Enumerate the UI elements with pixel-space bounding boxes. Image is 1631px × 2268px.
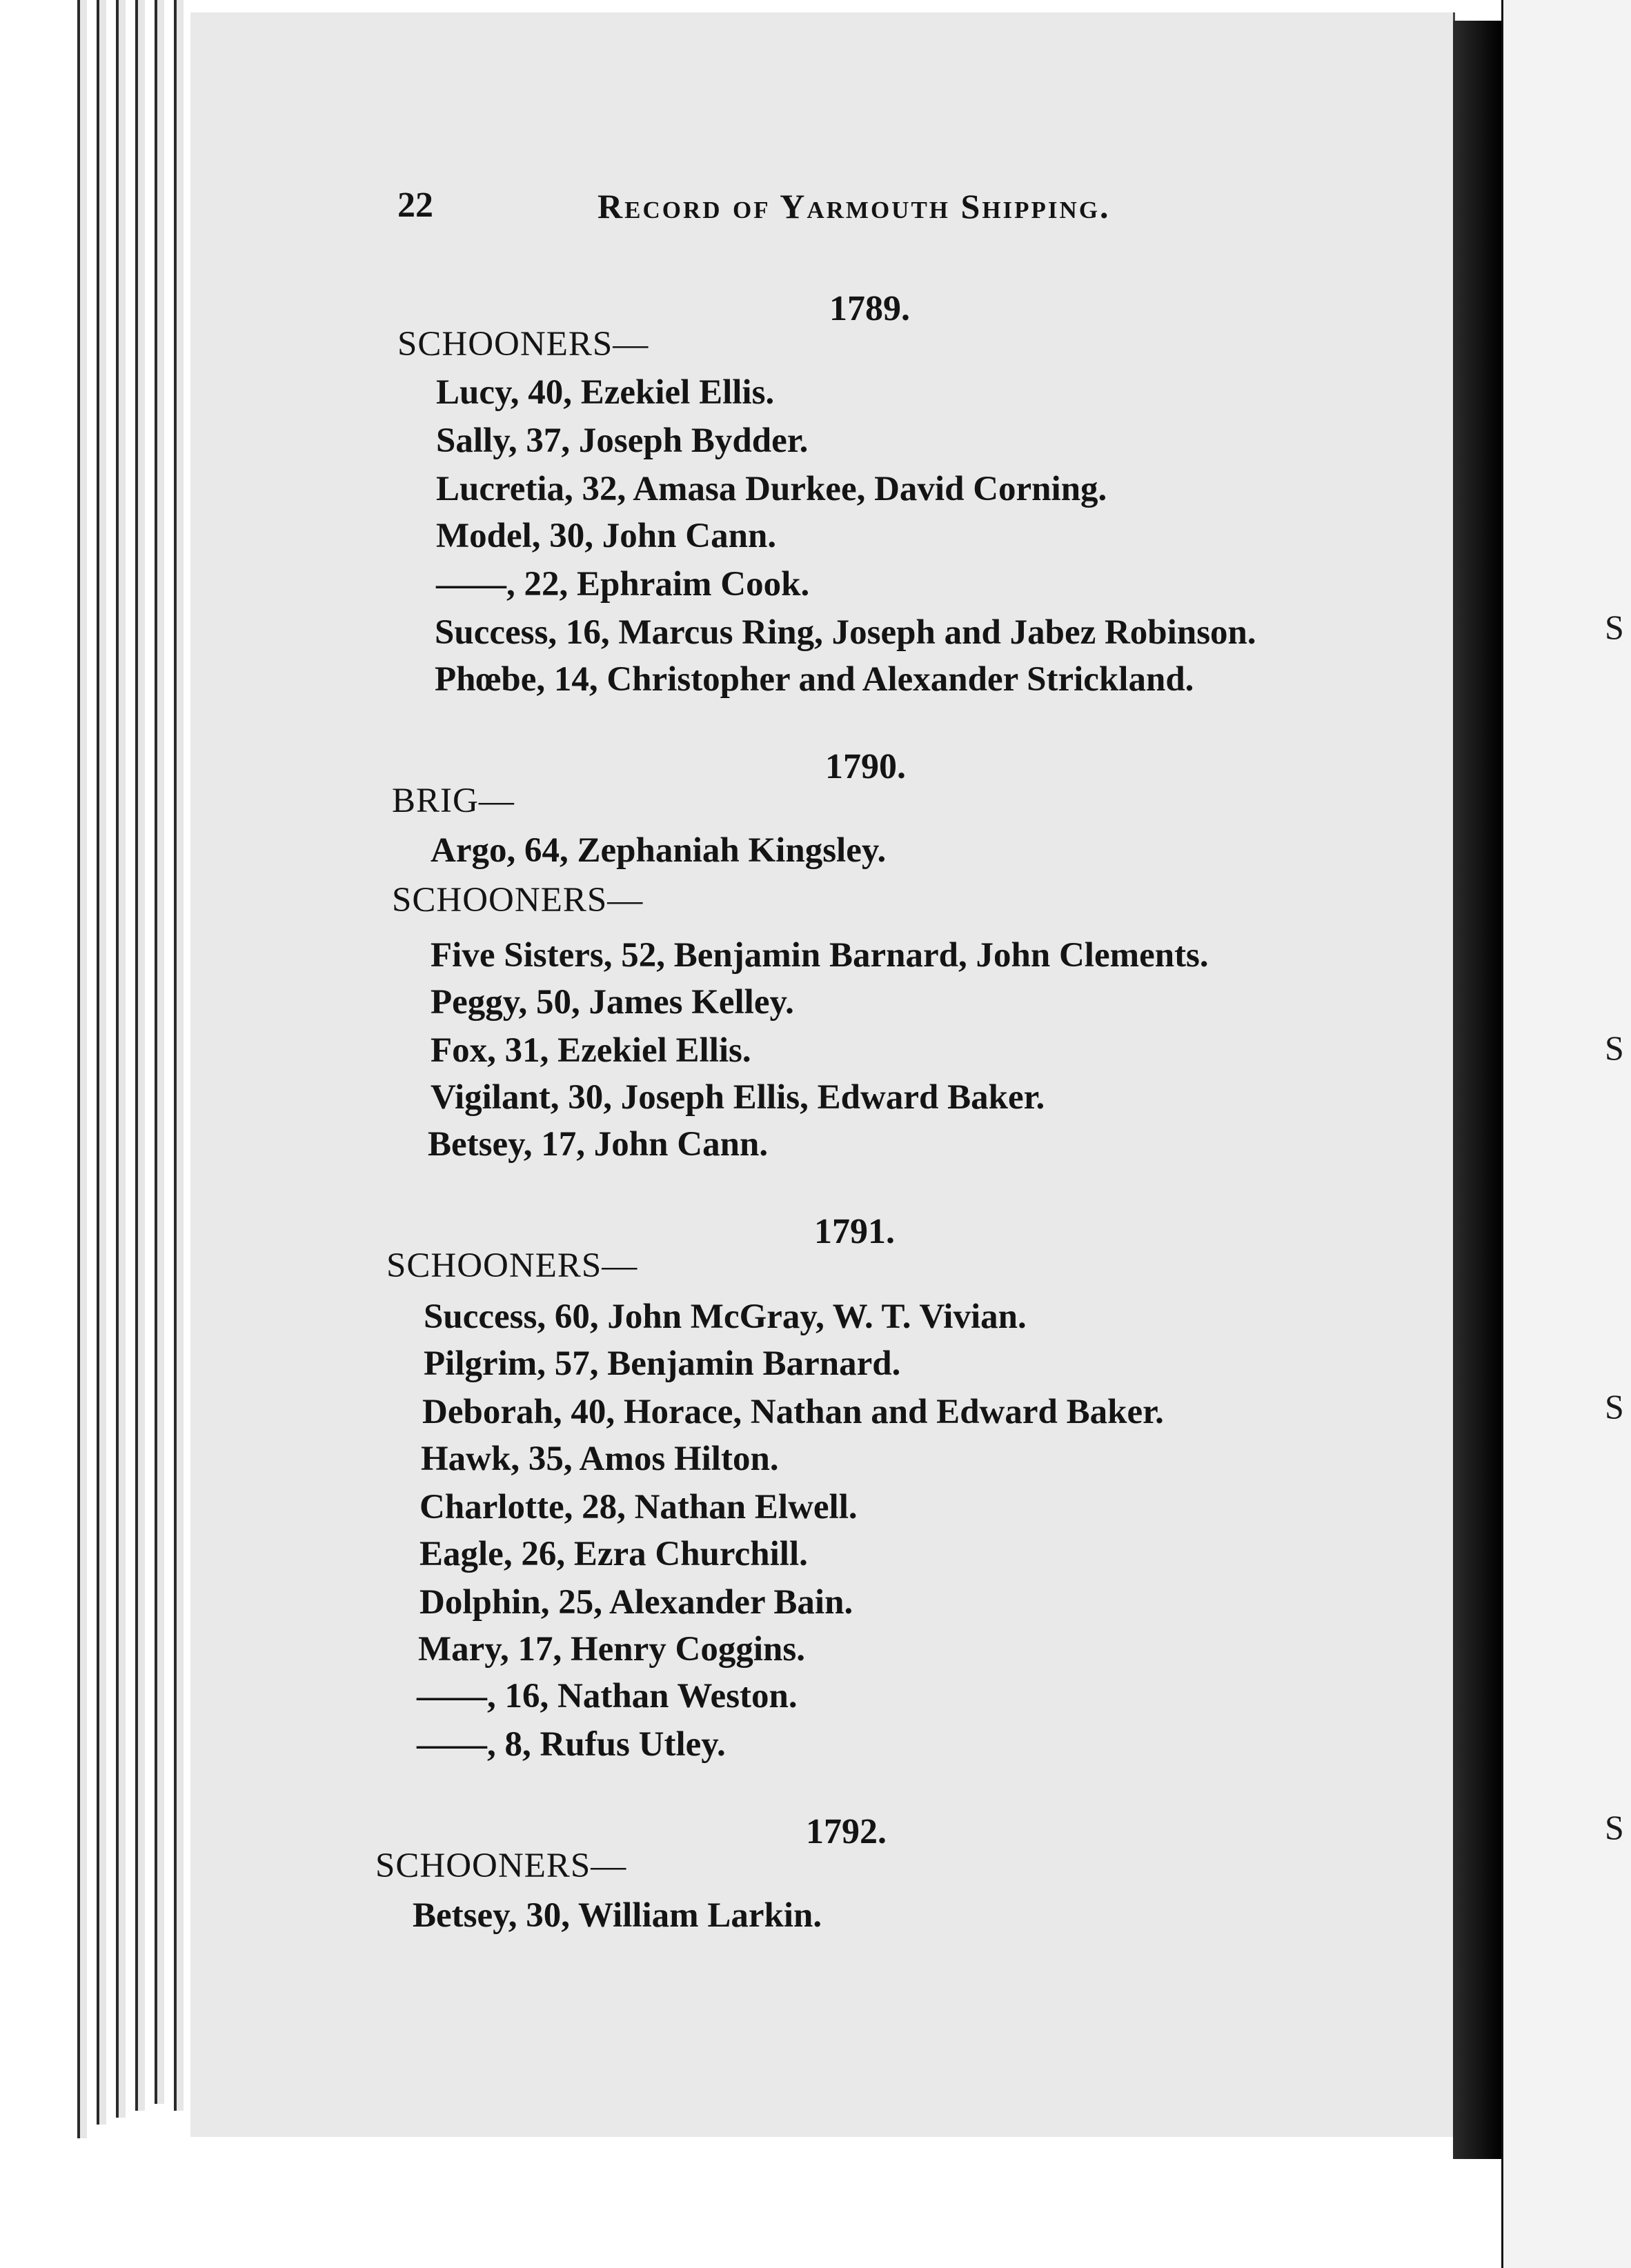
facing-page-fragment: S bbox=[1605, 608, 1624, 646]
facing-page-fragment: S bbox=[1605, 1028, 1624, 1067]
page-edge bbox=[116, 0, 126, 2118]
facing-page-fragment: S bbox=[1605, 1808, 1624, 1847]
page-edge bbox=[135, 0, 145, 2111]
vessel-entry: Lucy, 40, Ezekiel Ellis. bbox=[436, 373, 775, 412]
vessel-entry: ——, 22, Ephraim Cook. bbox=[436, 565, 810, 604]
vessel-category: SCHOONERS— bbox=[397, 325, 649, 364]
page-edge bbox=[97, 0, 106, 2125]
year-heading: 1791. bbox=[814, 1212, 895, 1251]
vessel-category: BRIG— bbox=[392, 782, 515, 820]
year-heading: 1790. bbox=[825, 747, 906, 786]
page-edge bbox=[77, 0, 87, 2138]
vessel-entry: Pilgrim, 57, Benjamin Barnard. bbox=[424, 1344, 901, 1383]
vessel-entry: Phœbe, 14, Christopher and Alexander Strickland. bbox=[435, 660, 1194, 699]
vessel-entry: Model, 30, John Cann. bbox=[436, 517, 777, 555]
vessel-category: SCHOONERS— bbox=[375, 1847, 627, 1885]
book-gutter bbox=[1453, 21, 1501, 2159]
vessel-entry: Dolphin, 25, Alexander Bain. bbox=[419, 1583, 853, 1622]
vessel-category: SCHOONERS— bbox=[386, 1246, 638, 1285]
vessel-entry: ——, 8, Rufus Utley. bbox=[417, 1725, 726, 1764]
vessel-entry: Success, 16, Marcus Ring, Joseph and Jabez Robinson. bbox=[435, 613, 1256, 652]
vessel-entry: Eagle, 26, Ezra Churchill. bbox=[419, 1535, 808, 1573]
vessel-entry: ——, 16, Nathan Weston. bbox=[417, 1677, 798, 1715]
vessel-entry: Vigilant, 30, Joseph Ellis, Edward Baker. bbox=[431, 1078, 1045, 1117]
vessel-entry: Five Sisters, 52, Benjamin Barnard, John Clements. bbox=[431, 936, 1209, 975]
page-edge bbox=[155, 0, 164, 2104]
vessel-entry: Fox, 31, Ezekiel Ellis. bbox=[431, 1031, 751, 1070]
page-edge bbox=[174, 0, 184, 2111]
page-edges bbox=[0, 0, 193, 2268]
vessel-entry: Charlotte, 28, Nathan Elwell. bbox=[419, 1488, 858, 1526]
year-heading: 1789. bbox=[829, 289, 910, 328]
vessel-entry: Betsey, 17, John Cann. bbox=[428, 1125, 769, 1164]
vessel-entry: Mary, 17, Henry Coggins. bbox=[418, 1630, 805, 1669]
vessel-entry: Peggy, 50, James Kelley. bbox=[431, 983, 794, 1022]
vessel-entry: Betsey, 30, William Larkin. bbox=[413, 1896, 822, 1935]
running-title: Record of Yarmouth Shipping. bbox=[597, 187, 1111, 226]
vessel-entry: Deborah, 40, Horace, Nathan and Edward Baker. bbox=[422, 1393, 1164, 1431]
vessel-entry: Sally, 37, Joseph Bydder. bbox=[436, 421, 809, 460]
facing-page-fragment: S bbox=[1605, 1387, 1624, 1426]
vessel-category: SCHOONERS— bbox=[392, 881, 644, 919]
facing-page-edge bbox=[1501, 0, 1631, 2268]
page-number: 22 bbox=[397, 186, 433, 225]
vessel-entry: Lucretia, 32, Amasa Durkee, David Corning. bbox=[436, 470, 1107, 508]
vessel-entry: Hawk, 35, Amos Hilton. bbox=[421, 1440, 779, 1478]
year-heading: 1792. bbox=[806, 1812, 887, 1851]
vessel-entry: Success, 60, John McGray, W. T. Vivian. bbox=[424, 1297, 1027, 1336]
vessel-entry: Argo, 64, Zephaniah Kingsley. bbox=[431, 831, 887, 870]
